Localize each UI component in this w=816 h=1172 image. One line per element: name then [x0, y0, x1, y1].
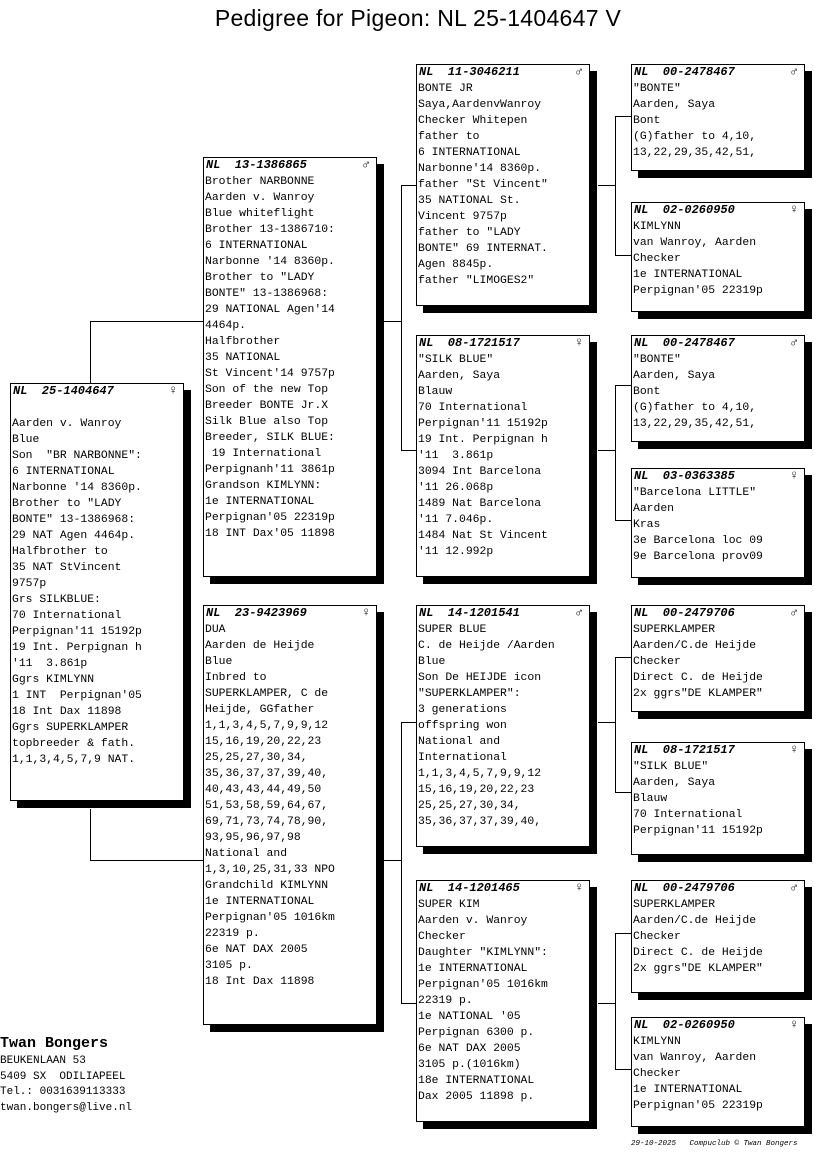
female-icon: ♀ — [362, 605, 370, 620]
detail-line: Grs SILKBLUE: — [12, 594, 101, 606]
detail-line: 25,25,27,30,34, — [205, 752, 308, 764]
detail-line: International — [418, 752, 507, 764]
detail-line: 13,22,29,35,42,51, — [633, 147, 757, 159]
connector-line — [401, 185, 402, 451]
detail-line: 3e Barcelona loc 09 — [633, 535, 763, 547]
ring-number: NL 02-0260950 ♀ — [634, 1017, 798, 1032]
detail-line: "BONTE" — [633, 354, 681, 366]
detail-line: Silk Blue also Top — [205, 416, 329, 428]
detail-line: Grandson KIMLYNN: — [205, 480, 322, 492]
detail-line: Bont — [633, 115, 661, 127]
detail-line: '11 12.992p — [418, 546, 494, 558]
detail-line: (G)father to 4,10, — [633, 131, 757, 143]
detail-line: Son of the new Top — [205, 384, 329, 396]
detail-line: father "St Vincent" — [418, 179, 548, 191]
ring-number: NL 00-2478467 ♂ — [634, 64, 798, 79]
detail-line: KIMLYNN — [633, 1036, 681, 1048]
female-icon: ♀ — [575, 880, 583, 895]
connector-line — [615, 255, 632, 256]
father-card[interactable] — [203, 157, 377, 577]
detail-line: 3105 p.(1016km) — [418, 1059, 521, 1071]
detail-line: "BONTE" — [633, 83, 681, 95]
detail-line: 19 Int. Perpignan h — [12, 642, 142, 654]
detail-line: 70 International — [418, 402, 528, 414]
detail-line: 3105 p. — [205, 960, 253, 972]
detail-line: 1 INT Perpignan'05 — [12, 690, 142, 702]
detail-line: 2x ggrs"DE KLAMPER" — [633, 688, 763, 700]
great-grandparent-card[interactable] — [631, 202, 805, 312]
detail-line: Breeder, SILK BLUE: — [205, 432, 335, 444]
detail-line: 1e INTERNATIONAL — [633, 269, 743, 281]
detail-line: 15,16,19,20,22,23 — [418, 784, 535, 796]
female-icon: ♀ — [790, 1017, 798, 1032]
detail-line: Perpignan'05 22319p — [633, 285, 763, 297]
detail-line — [12, 400, 183, 416]
detail-line: 1489 Nat Barcelona — [418, 498, 542, 510]
detail-line: 6 INTERNATIONAL — [12, 466, 115, 478]
detail-line: Brother NARBONNE — [205, 176, 315, 188]
ring-number: NL 03-0363385 ♀ — [634, 468, 798, 483]
detail-line: 70 International — [12, 610, 122, 622]
detail-line: Blue whiteflight — [205, 208, 315, 220]
connector-line — [615, 1069, 632, 1070]
detail-line: Halfbrother to — [12, 546, 108, 558]
detail-line: 22319 p. — [418, 995, 473, 1007]
detail-line: "SILK BLUE" — [633, 761, 709, 773]
detail-line: Perpignan'11 15192p — [12, 626, 142, 638]
detail-line: National and — [418, 736, 501, 748]
detail-line: SUPERKLAMPER — [633, 899, 716, 911]
detail-line: Checker Whitepen — [418, 115, 528, 127]
breeder-email: twan.bongers@live.nl — [0, 1101, 133, 1114]
detail-line: Halfbrother — [205, 336, 281, 348]
ring-number: NL 00-2479706 ♂ — [634, 880, 798, 895]
detail-line: Perpignan'05 1016km — [205, 912, 335, 924]
detail-line: Aarden/C.de Heijde — [633, 915, 757, 927]
detail-line: 9757p — [12, 578, 47, 590]
detail-line: Aarden, Saya — [418, 370, 501, 382]
connector-line — [90, 809, 91, 861]
detail-line: Checker — [633, 1068, 681, 1080]
connector-line — [615, 116, 616, 256]
detail-line: 18 Int Dax 11898 — [205, 976, 315, 988]
detail-line: BONTE JR — [418, 83, 473, 95]
detail-line: "Barcelona LITTLE" — [633, 487, 757, 499]
detail-line: Saya,AardenvWanroy — [418, 99, 542, 111]
connector-line — [615, 385, 632, 386]
connector-line — [598, 450, 616, 451]
ring-number: NL 13-1386865 ♂ — [206, 157, 370, 172]
detail-line: Blue — [12, 434, 40, 446]
connector-line — [384, 860, 402, 861]
detail-line: 22319 p. — [205, 928, 260, 940]
paternal-grandmother-card[interactable] — [416, 335, 590, 577]
detail-line: "SILK BLUE" — [418, 354, 494, 366]
detail-line: Perpignan 6300 p. — [418, 1027, 535, 1039]
detail-line: 93,95,96,97,98 — [205, 832, 301, 844]
detail-line: DUA — [205, 624, 226, 636]
detail-line: 1,1,3,4,5,7,9 NAT. — [12, 754, 136, 766]
ring-number: NL 00-2478467 ♂ — [634, 335, 798, 350]
detail-line: 29 NAT Agen 4464p. — [12, 530, 136, 542]
detail-line: Brother 13-1386710: — [205, 224, 335, 236]
detail-line: Vincent 9757p — [418, 211, 507, 223]
detail-line: Agen 8845p. — [418, 259, 494, 271]
detail-line: '11 3.861p — [12, 658, 88, 670]
detail-line: Checker — [633, 931, 681, 943]
male-icon: ♂ — [790, 605, 798, 620]
breeder-name: Twan Bongers — [0, 1035, 109, 1052]
ring-number: NL 14-1201465 ♀ — [419, 880, 583, 895]
detail-line: Blue — [205, 656, 233, 668]
detail-line: Perpignan'05 22319p — [205, 512, 335, 524]
detail-line: 6 INTERNATIONAL — [205, 240, 308, 252]
male-icon: ♂ — [575, 64, 583, 79]
pigeon-details — [632, 897, 804, 977]
detail-line: Perpignan'11 15192p — [418, 418, 548, 430]
detail-line: Aarden, Saya — [633, 99, 716, 111]
detail-line: 4464p. — [205, 320, 247, 332]
ring-number: NL 14-1201541 ♂ — [419, 605, 583, 620]
connector-line — [615, 933, 632, 934]
male-icon: ♂ — [790, 335, 798, 350]
great-grandparent-card[interactable] — [631, 64, 805, 171]
detail-line: Son "BR NARBONNE": — [12, 450, 142, 462]
detail-line: 6e NAT DAX 2005 — [418, 1043, 521, 1055]
ring-number: NL 00-2479706 ♂ — [634, 605, 798, 620]
detail-line: Perpignanh'11 3861p — [205, 464, 335, 476]
detail-line: '11 3.861p — [418, 450, 494, 462]
connector-line — [401, 722, 417, 723]
detail-line: C. de Heijde /Aarden — [418, 640, 555, 652]
breeder-info — [0, 1034, 132, 1116]
connector-line — [598, 1003, 616, 1004]
great-grandparent-card[interactable] — [631, 1017, 805, 1127]
pigeon-details — [417, 897, 589, 1105]
detail-line: Brother to "LADY — [205, 272, 315, 284]
detail-line: '11 26.068p — [418, 482, 494, 494]
detail-line: 1,1,3,4,5,7,9,9,12 — [418, 768, 542, 780]
female-icon: ♀ — [575, 335, 583, 350]
detail-line: Perpignan'11 15192p — [633, 825, 763, 837]
detail-line: Aarden/C.de Heijde — [633, 640, 757, 652]
detail-line: 15,16,19,20,22,23 — [205, 736, 322, 748]
detail-line: '11 7.046p. — [418, 514, 494, 526]
ring-number: NL 25-1404647 ♀ — [13, 383, 177, 398]
detail-line: KIMLYNN — [633, 221, 681, 233]
detail-line: 35 NATIONAL St. — [418, 195, 521, 207]
detail-line: 19 International — [205, 448, 322, 460]
great-grandparent-card[interactable] — [631, 468, 805, 578]
detail-line: 1e INTERNATIONAL — [205, 896, 315, 908]
detail-line: Aarden v. Wanroy — [205, 192, 315, 204]
detail-line: Blauw — [633, 793, 668, 805]
detail-line: Dax 2005 11898 p. — [418, 1091, 535, 1103]
detail-line: Grandchild KIMLYNN — [205, 880, 329, 892]
detail-line: Kras — [633, 519, 661, 531]
detail-line: BONTE" 13-1386968: — [205, 288, 329, 300]
detail-line: Bont — [633, 386, 661, 398]
detail-line: topbreeder & fath. — [12, 738, 136, 750]
connector-line — [615, 385, 616, 521]
detail-line: Brother to "LADY — [12, 498, 122, 510]
mother-card[interactable] — [203, 605, 377, 1025]
detail-line: 1e NATIONAL '05 — [418, 1011, 521, 1023]
connector-line — [615, 116, 632, 117]
detail-line: Heijde, GGfather — [205, 704, 315, 716]
detail-line: 3094 Int Barcelona — [418, 466, 542, 478]
detail-line: Perpignan'05 1016km — [418, 979, 548, 991]
detail-line: Aarden v. Wanroy — [418, 915, 528, 927]
connector-line — [401, 722, 402, 1004]
connector-line — [401, 185, 417, 186]
detail-line: Son De HEIJDE icon — [418, 672, 542, 684]
detail-line: Narbonne'14 8360p. — [418, 163, 542, 175]
detail-line: 69,71,73,74,78,90, — [205, 816, 329, 828]
female-icon: ♀ — [790, 468, 798, 483]
detail-line: 1,1,3,4,5,7,9,9,12 — [205, 720, 329, 732]
female-icon: ♀ — [169, 383, 177, 398]
detail-line: "SUPERKLAMPER": — [418, 688, 521, 700]
detail-line: 18 Int Dax 11898 — [12, 706, 122, 718]
pigeon-details — [632, 219, 804, 299]
great-grandparent-card[interactable] — [631, 335, 805, 442]
detail-line: SUPER BLUE — [418, 624, 487, 636]
detail-line: 13,22,29,35,42,51, — [633, 418, 757, 430]
detail-line: 1e INTERNATIONAL — [418, 963, 528, 975]
detail-line: 6e NAT DAX 2005 — [205, 944, 308, 956]
detail-line: 51,53,58,59,64,67, — [205, 800, 329, 812]
pigeon-details — [417, 81, 589, 289]
footer-credit: 29-10-2025 Compuclub © Twan Bongers — [631, 1140, 798, 1148]
breeder-city: 5409 SX ODILIAPEEL — [0, 1070, 126, 1083]
detail-line: Aarden, Saya — [633, 777, 716, 789]
pigeon-details — [632, 1034, 804, 1114]
detail-line: Ggrs KIMLYNN — [12, 674, 95, 686]
ring-number: NL 02-0260950 ♀ — [634, 202, 798, 217]
detail-line: 1,3,10,25,31,33 NPO — [205, 864, 335, 876]
pigeon-details — [417, 622, 589, 830]
detail-line: BONTE" 13-1386968: — [12, 514, 136, 526]
subject-pigeon-card[interactable] — [10, 383, 184, 801]
detail-line: Checker — [633, 253, 681, 265]
connector-line — [90, 321, 204, 322]
detail-line: Ggrs SUPERKLAMPER — [12, 722, 129, 734]
great-grandparent-card[interactable] — [631, 880, 805, 993]
detail-line: offspring won — [418, 720, 507, 732]
detail-line: 3 generations — [418, 704, 507, 716]
pigeon-details — [11, 400, 183, 768]
detail-line: National and — [205, 848, 288, 860]
detail-line: 2x ggrs"DE KLAMPER" — [633, 963, 763, 975]
ring-number: NL 08-1721517 ♀ — [419, 335, 583, 350]
connector-line — [615, 657, 632, 658]
detail-line: 1e INTERNATIONAL — [633, 1084, 743, 1096]
detail-line: father "LIMOGES2" — [418, 275, 535, 287]
male-icon: ♂ — [362, 157, 370, 172]
detail-line: Aarden — [633, 503, 675, 515]
detail-line: Direct C. de Heijde — [633, 947, 763, 959]
pigeon-details — [204, 174, 376, 542]
ring-number: NL 23-9423969 ♀ — [206, 605, 370, 620]
detail-line: Perpignan'05 22319p — [633, 1100, 763, 1112]
great-grandparent-card[interactable] — [631, 742, 805, 855]
connector-line — [384, 321, 402, 322]
maternal-grandfather-card[interactable] — [416, 605, 590, 847]
detail-line: Inbred to — [205, 672, 267, 684]
pigeon-details — [632, 759, 804, 839]
connector-line — [401, 450, 417, 451]
detail-line: father to "LADY — [418, 227, 521, 239]
detail-line: Aarden v. Wanroy — [12, 418, 122, 430]
detail-line: Checker — [633, 656, 681, 668]
male-icon: ♂ — [790, 880, 798, 895]
detail-line: 35,36,37,37,39,40, — [205, 768, 329, 780]
detail-line: Blauw — [418, 386, 453, 398]
detail-line: 25,25,27,30,34, — [418, 800, 521, 812]
pigeon-details — [632, 352, 804, 432]
detail-line: SUPERKLAMPER — [633, 624, 716, 636]
connector-line — [615, 657, 616, 793]
detail-line: Direct C. de Heijde — [633, 672, 763, 684]
ring-number: NL 08-1721517 ♀ — [634, 742, 798, 757]
maternal-grandmother-card[interactable] — [416, 880, 590, 1122]
pigeon-details — [632, 622, 804, 702]
detail-line: Narbonne '14 8360p. — [12, 482, 142, 494]
detail-line: 18 INT Dax'05 11898 — [205, 528, 335, 540]
detail-line: van Wanroy, Aarden — [633, 237, 757, 249]
detail-line: Narbonne '14 8360p. — [205, 256, 335, 268]
pigeon-details — [204, 622, 376, 990]
detail-line: Aarden de Heijde — [205, 640, 315, 652]
pigeon-details — [632, 81, 804, 161]
connector-line — [90, 860, 204, 861]
detail-line: 35 NAT StVincent — [12, 562, 122, 574]
detail-line: 1e INTERNATIONAL — [205, 496, 315, 508]
detail-line: Breeder BONTE Jr.X — [205, 400, 329, 412]
great-grandparent-card[interactable] — [631, 605, 805, 712]
detail-line: Aarden, Saya — [633, 370, 716, 382]
detail-line: van Wanroy, Aarden — [633, 1052, 757, 1064]
connector-line — [615, 520, 632, 521]
connector-line — [615, 933, 616, 1070]
detail-line: Blue — [418, 656, 446, 668]
detail-line: 29 NATIONAL Agen'14 — [205, 304, 335, 316]
detail-line: BONTE" 69 INTERNAT. — [418, 243, 548, 255]
detail-line: 1484 Nat St Vincent — [418, 530, 548, 542]
detail-line: 6 INTERNATIONAL — [418, 147, 521, 159]
breeder-phone: Tel.: 0031639113333 — [0, 1086, 126, 1099]
detail-line: 18e INTERNATIONAL — [418, 1075, 535, 1087]
male-icon: ♂ — [790, 64, 798, 79]
page-title: Pedigree for Pigeon: NL 25-1404647 V — [214, 5, 622, 31]
detail-line: father to — [418, 131, 480, 143]
detail-line: Daughter "KIMLYNN": — [418, 947, 548, 959]
detail-line: 19 Int. Perpignan h — [418, 434, 548, 446]
detail-line: SUPER KIM — [418, 899, 480, 911]
ring-number: NL 11-3046211 ♂ — [419, 64, 583, 79]
pigeon-details — [417, 352, 589, 560]
female-icon: ♀ — [790, 202, 798, 217]
detail-line: 35,36,37,37,39,40, — [418, 816, 542, 828]
detail-line: St Vincent'14 9757p — [205, 368, 335, 380]
connector-line — [598, 722, 616, 723]
breeder-address: BEUKENLAAN 53 — [0, 1055, 86, 1067]
detail-line: 35 NATIONAL — [205, 352, 281, 364]
connector-line — [401, 1003, 417, 1004]
detail-line: SUPERKLAMPER, C de — [205, 688, 329, 700]
detail-line: 70 International — [633, 809, 743, 821]
detail-line: 9e Barcelona prov09 — [633, 551, 763, 563]
detail-line: (G)father to 4,10, — [633, 402, 757, 414]
connector-line — [598, 185, 616, 186]
detail-line: 40,43,43,44,49,50 — [205, 784, 322, 796]
detail-line: Checker — [418, 931, 466, 943]
female-icon: ♀ — [790, 742, 798, 757]
connector-line — [90, 321, 91, 383]
male-icon: ♂ — [575, 605, 583, 620]
pigeon-details — [632, 485, 804, 565]
connector-line — [615, 792, 632, 793]
paternal-grandfather-card[interactable] — [416, 64, 590, 306]
